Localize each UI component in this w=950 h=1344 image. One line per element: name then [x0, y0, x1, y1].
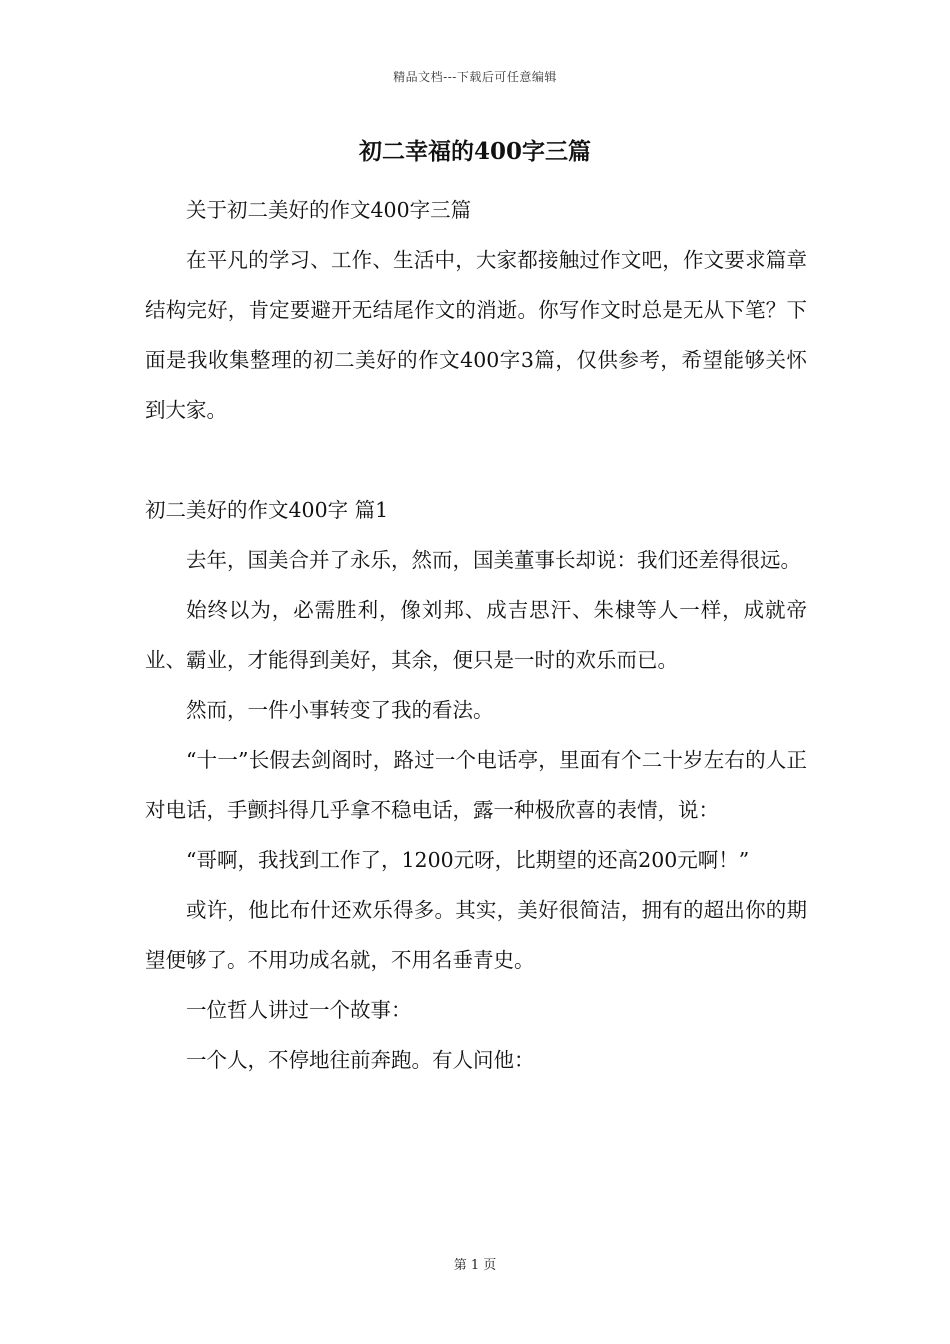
document-body	[145, 185, 807, 1085]
section-heading: 初二美好的作文400字 篇1	[145, 498, 389, 522]
body-paragraph: “十一”长假去剑阁时，路过一个电话亭，里面有个二十岁左右的人正对电话，手颤抖得几乎拿不稳电话，露一种极欣喜的表情，说：	[145, 748, 807, 822]
intro-paragraph: 在平凡的学习、工作、生活中，大家都接触过作文吧，作文要求篇章结构完好，肯定要避开无结尾作文的消逝。你写作文时总是无从下笔？下面是我收集整理的初二美好的作文400字3篇，仅供参考，希望能够关怀到大家。	[145, 248, 807, 422]
page-header: 精品文档---下载后可任意编辑	[393, 70, 557, 84]
body-paragraph: 然而，一件小事转变了我的看法。	[186, 698, 494, 722]
body-paragraph: 去年，国美合并了永乐，然而，国美董事长却说：我们还差得很远。	[186, 548, 801, 572]
document-title: 初二幸福的400字三篇	[358, 138, 591, 165]
body-paragraph: “哥啊，我找到工作了，1200元呀，比期望的还高200元啊！”	[186, 848, 750, 872]
subtitle-paragraph: 关于初二美好的作文400字三篇	[186, 198, 472, 222]
body-paragraph: 一位哲人讲过一个故事：	[186, 998, 412, 1022]
body-paragraph: 始终以为，必需胜利，像刘邦、成吉思汗、朱棣等人一样，成就帝业、霸业，才能得到美好，其余，便只是一时的欢乐而已。	[145, 598, 807, 672]
body-paragraph: 一个人，不停地往前奔跑。有人问他：	[186, 1048, 535, 1072]
page-footer: 第 1 页	[453, 1258, 497, 1273]
body-paragraph: 或许，他比布什还欢乐得多。其实，美好很简洁，拥有的超出你的期望便够了。不用功成名就，不用名垂青史。	[145, 898, 807, 972]
blank-line	[145, 435, 807, 485]
